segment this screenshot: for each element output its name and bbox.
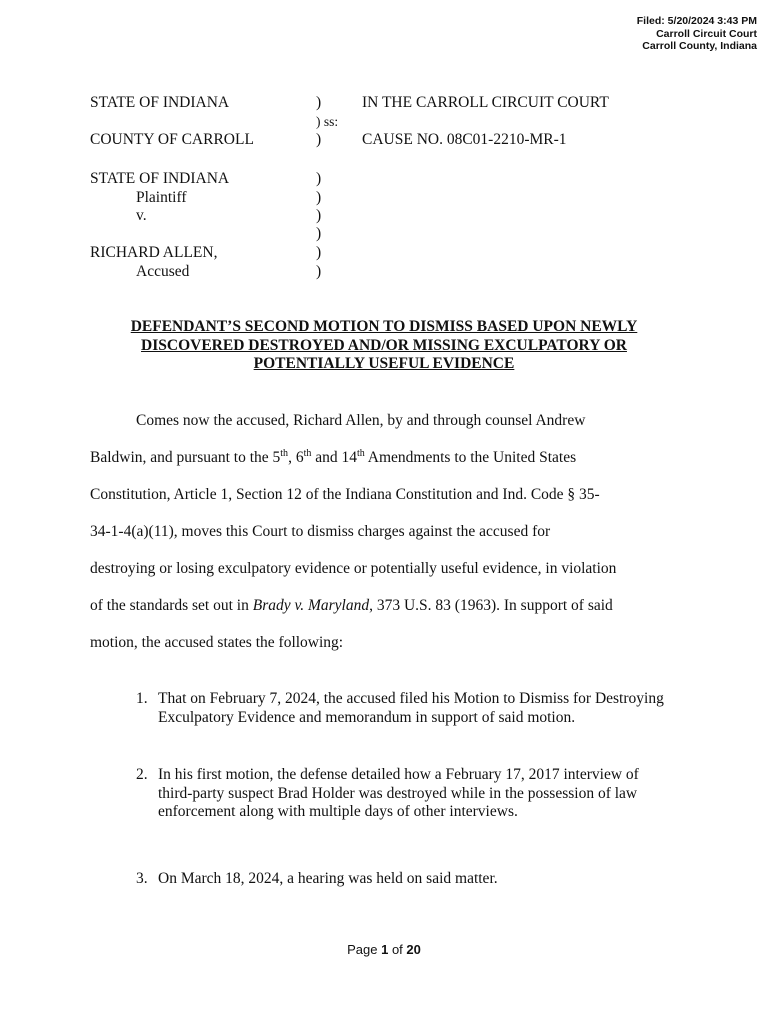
body-line: Constitution, Article 1, Section 12 of the Indiana Constitution and Ind. Code § 35- [90,486,600,503]
body-text: Amendments to the United States [364,449,577,466]
caption-paren: ) [316,189,322,206]
list-text: That on February 7, 2024, the accused filed his Motion to Dismiss for Destroying Exculpatory Evidence and memorandum in support of said motion. [158,690,664,726]
list-number: 3. [136,870,148,887]
list-text: In his first motion, the defense detailed how a February 17, 2017 interview of third-party suspect Brad Holder was destroyed while in the possession of law enforcement along with multiple days of other interviews. [158,766,639,821]
filed-county: Carroll County, Indiana [642,40,757,52]
list-text: On March 18, 2024, a hearing was held on said matter. [158,870,498,887]
superscript: th [356,447,365,459]
title-line: DEFENDANT’S SECOND MOTION TO DISMISS BASED UPON NEWLY [130,318,638,335]
body-text: and 14 [311,449,357,466]
caption-paren: ) [316,94,322,111]
motion-title [90,318,678,374]
intro-paragraph [90,402,682,661]
filed-court: Carroll Circuit Court [656,27,757,40]
body-text: Baldwin, and pursuant to the 5 [90,449,281,466]
list-number: 1. [136,690,148,707]
body-text: , 6 [288,449,304,466]
list-number: 2. [136,766,148,783]
list-item [136,870,666,889]
body-line: destroying or losing exculpatory evidence or potentially useful evidence, in violation [90,560,617,577]
caption-court: IN THE CARROLL CIRCUIT COURT [362,94,609,111]
case-citation: Brady v. Maryland [252,597,370,614]
page-word: Page [347,942,378,957]
body-line: Comes now the accused, Richard Allen, by and through counsel Andrew [136,412,586,429]
body-line: 34-1-4(a)(11), moves this Court to dismiss charges against the accused for [90,523,551,540]
body-line [90,587,682,624]
superscript: th [303,447,312,459]
caption-defendant-name: RICHARD ALLEN, [90,244,218,261]
body-line [90,439,682,476]
body-text: of the standards set out in [90,597,253,614]
caption-paren: ) [316,263,322,280]
title-line: POTENTIALLY USEFUL EVIDENCE [253,355,515,372]
page-footer [0,942,768,957]
list-item [136,690,666,727]
caption-paren: ) [316,170,322,187]
superscript: th [280,447,289,459]
caption-paren: ) [316,225,322,242]
caption-versus: v. [136,207,147,224]
caption-state: STATE OF INDIANA [90,94,230,111]
page-number: 1 [381,942,389,957]
caption-county: COUNTY OF CARROLL [90,131,254,148]
filed-date: Filed: 5/20/2024 3:43 PM [636,15,757,27]
body-line: motion, the accused states the following: [90,634,344,651]
filing-stamp [637,15,757,53]
caption-paren: ) [316,131,322,148]
caption-plaintiff-name: STATE OF INDIANA [90,170,230,187]
title-line: DISCOVERED DESTROYED AND/OR MISSING EXCULPATORY OR [141,336,627,354]
caption-plaintiff-role: Plaintiff [136,189,187,206]
body-text: , 373 U.S. 83 (1963). In support of said [369,597,613,614]
caption-ss: ) ss: [316,114,339,129]
caption-paren: ) [316,207,322,224]
page-total: 20 [406,942,421,957]
caption-cause-number: CAUSE NO. 08C01-2210-MR-1 [362,131,567,148]
caption-paren: ) [316,244,322,261]
list-item [136,766,666,822]
of-word: of [391,942,403,957]
caption-defendant-role: Accused [136,263,190,280]
